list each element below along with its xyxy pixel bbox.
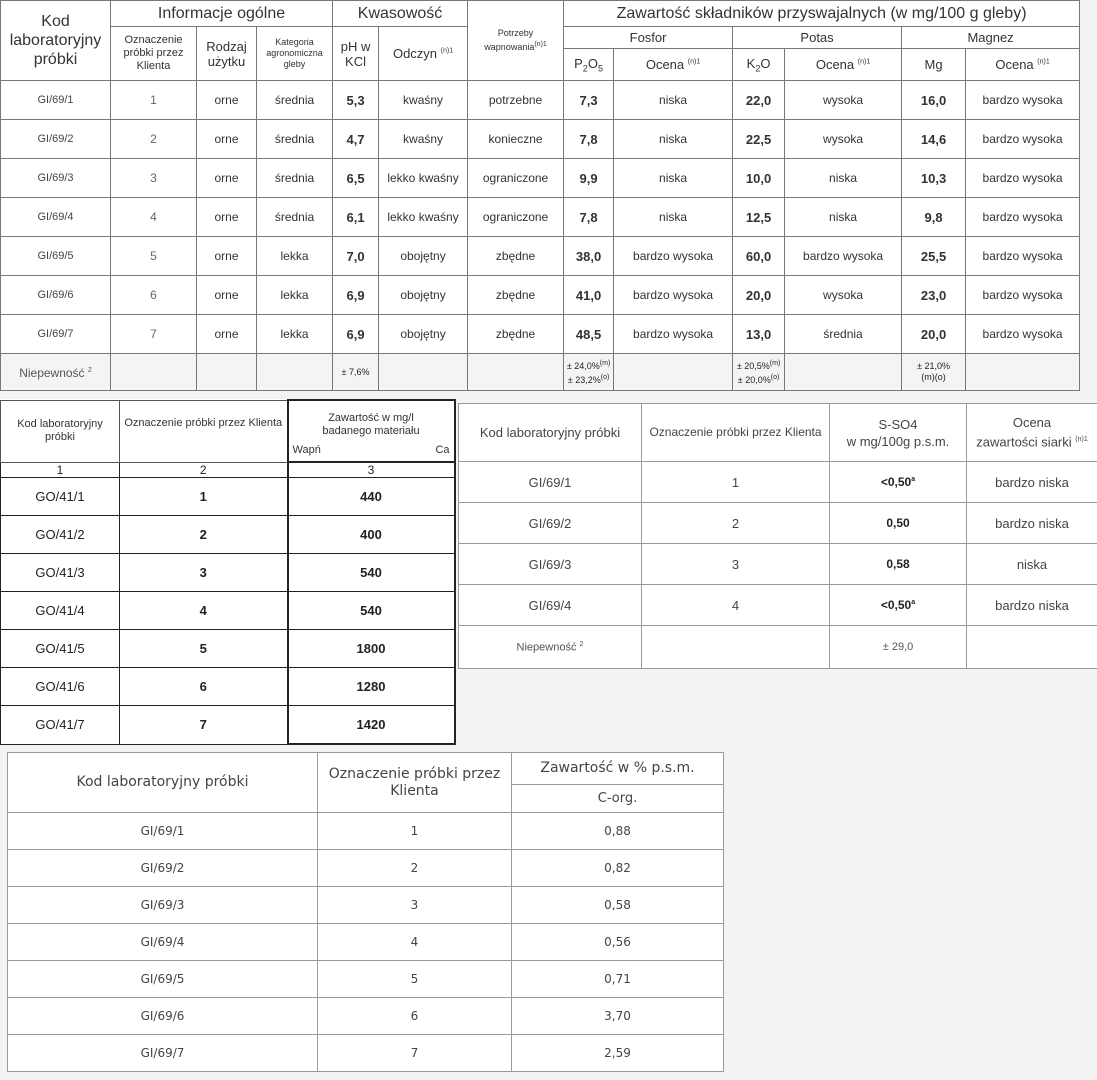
cell-kat: lekka [257,276,333,315]
organic-carbon-table [7,752,724,1072]
cell-ozn: 5 [318,961,512,998]
cell-kat: lekka [257,315,333,354]
cell-potrzeby: ograniczone [468,198,564,237]
cell-rodzaj: orne [197,237,257,276]
header-ocena-mg: Ocena $^{(n)1}$ [966,49,1080,81]
table-row [459,462,1097,503]
cell-mg-oc: bardzo wysoka [966,276,1080,315]
header-magnez: Magnez [902,27,1080,49]
cell-mg-oc: bardzo wysoka [966,198,1080,237]
table-row [1,198,1080,237]
cell-mg: 9,8 [902,198,966,237]
header-fosfor: Fosfor [564,27,733,49]
cell-rodzaj: orne [197,159,257,198]
cell-ozn: 1 [111,81,197,120]
t3-header-oznaczenie: Oznaczenie próbki przez Klienta [642,404,830,462]
cell-ozn: 7 [318,1035,512,1072]
header-p2o5: $P_2O_5$ [564,49,614,81]
header-kwasowosc: Kwasowość [333,1,468,27]
cell-ph: 6,5 [333,159,379,198]
cell-k-oc: niska [785,159,902,198]
cell-kod: GO/41/6 [1,668,120,706]
cell-ph: 6,9 [333,315,379,354]
cell-odczyn: kwaśny [379,81,468,120]
cell-p-oc: niska [614,120,733,159]
cell-p-oc: bardzo wysoka [614,237,733,276]
cell-ozn: 1 [318,813,512,850]
cell-potrzeby: zbędne [468,237,564,276]
cell-ozn: 1 [120,478,288,516]
cell-p: 7,3 [564,81,614,120]
header-ocena-p: Ocena $^{(n)1}$ [614,49,733,81]
cell-ocena: bardzo niska [967,585,1097,626]
t4-header-oznaczenie: Oznaczenie próbki przez Klienta [318,753,512,813]
cell-kod: GO/41/2 [1,516,120,554]
table-row [8,1035,724,1072]
uncertainty-p: ± 24,0%$^{(m)}$ ± 23,2%$^{(o)}$ [564,354,614,391]
t2-colnum-1: 1 [1,462,120,478]
cell-ph: 6,9 [333,276,379,315]
cell-rodzaj: orne [197,276,257,315]
cell-kod: GO/41/4 [1,592,120,630]
uncertainty-k: ± 20,5%$^{(m)}$ ± 20,0%$^{(o)}$ [733,354,785,391]
cell-rodzaj: orne [197,81,257,120]
cell-mg: 25,5 [902,237,966,276]
cell-kod: GI/69/4 [459,585,642,626]
table-row [459,585,1097,626]
cell-ph: 4,7 [333,120,379,159]
cell-odczyn: kwaśny [379,120,468,159]
table-row [8,887,724,924]
cell-kod: GI/69/7 [1,315,111,354]
uncertainty-ph: ± 7,6% [333,354,379,391]
cell-ozn: 7 [111,315,197,354]
cell-p-oc: niska [614,159,733,198]
cell-value: 3,70 [512,998,724,1035]
cell-value: 540 [288,592,455,630]
cell-k: 12,5 [733,198,785,237]
cell-kod: GI/69/4 [8,924,318,961]
cell-potrzeby: ograniczone [468,159,564,198]
cell-p-oc: niska [614,81,733,120]
t3-header-ocena: Ocena zawartości siarki $^{(n)1}$ [967,404,1097,462]
cell-kod: GO/41/5 [1,630,120,668]
cell-odczyn: obojętny [379,315,468,354]
header-oznaczenie: Oznaczenie próbki przez Klienta [111,27,197,81]
table-row [1,315,1080,354]
cell-mg: 10,3 [902,159,966,198]
cell-ocena: bardzo niska [967,503,1097,544]
cell-mg-oc: bardzo wysoka [966,237,1080,276]
header-kategoria: Kategoria agronomiczna gleby [257,27,333,81]
cell-p: 48,5 [564,315,614,354]
cell-ozn: 2 [111,120,197,159]
cell-value: 0,58 [830,544,967,585]
uncertainty-mg: ± 21,0% (m)(o) [902,354,966,391]
cell-ocena: bardzo niska [967,462,1097,503]
cell-kod: GI/69/3 [8,887,318,924]
table-row [1,516,455,554]
cell-kod: GI/69/2 [459,503,642,544]
cell-kod: GI/69/1 [8,813,318,850]
cell-mg: 16,0 [902,81,966,120]
cell-ozn: 6 [318,998,512,1035]
cell-k: 22,5 [733,120,785,159]
cell-odczyn: obojętny [379,237,468,276]
cell-kod: GO/41/1 [1,478,120,516]
cell-value: 0,50 [830,503,967,544]
cell-kod: GI/69/5 [1,237,111,276]
table-row [1,276,1080,315]
cell-kod: GI/69/1 [1,81,111,120]
cell-ozn: 3 [642,544,830,585]
cell-odczyn: obojętny [379,276,468,315]
cell-kod: GI/69/3 [459,544,642,585]
cell-ozn: 2 [318,850,512,887]
cell-value: 1280 [288,668,455,706]
cell-p-oc: niska [614,198,733,237]
cell-ozn: 7 [120,706,288,745]
t3-header-sso4: S-SO4 w mg/100g p.s.m. [830,404,967,462]
cell-kod: GI/69/1 [459,462,642,503]
cell-value: 2,59 [512,1035,724,1072]
cell-kat: średnia [257,159,333,198]
cell-ozn: 4 [120,592,288,630]
cell-k: 22,0 [733,81,785,120]
cell-kod: GI/69/7 [8,1035,318,1072]
cell-value: 0,58 [512,887,724,924]
cell-ozn: 3 [111,159,197,198]
cell-k: 60,0 [733,237,785,276]
header-ocena-k: Ocena $^{(n)1}$ [785,49,902,81]
cell-potrzeby: zbędne [468,315,564,354]
soil-nutrients-table [0,0,1080,391]
cell-ozn: 6 [111,276,197,315]
table-row [459,503,1097,544]
cell-odczyn: lekko kwaśny [379,198,468,237]
header-zawartosc: Zawartość składników przyswajalnych (w mg/100 g gleby) [564,1,1080,27]
table-row [1,592,455,630]
cell-ozn: 4 [318,924,512,961]
header-odczyn: Odczyn $^{(n)1}$ [379,27,468,81]
cell-ph: 7,0 [333,237,379,276]
header-kod: Kod laboratoryjny próbki [1,1,111,81]
cell-mg-oc: bardzo wysoka [966,159,1080,198]
cell-value: <0,50$^a$ [830,462,967,503]
t3-uncertainty-row [459,626,1097,669]
cell-value: 440 [288,478,455,516]
cell-k-oc: wysoka [785,81,902,120]
cell-kat: średnia [257,198,333,237]
cell-kat: średnia [257,81,333,120]
cell-p-oc: bardzo wysoka [614,276,733,315]
cell-mg: 20,0 [902,315,966,354]
t2-header-kod: Kod laboratoryjny próbki [1,400,120,462]
cell-k-oc: bardzo wysoka [785,237,902,276]
cell-rodzaj: orne [197,198,257,237]
table-row [8,961,724,998]
cell-kod: GI/69/2 [8,850,318,887]
header-potas: Potas [733,27,902,49]
cell-p: 7,8 [564,120,614,159]
table-row [1,706,455,745]
cell-k: 20,0 [733,276,785,315]
cell-value: <0,50$^a$ [830,585,967,626]
cell-rodzaj: orne [197,315,257,354]
calcium-table [0,399,456,745]
cell-ozn: 1 [642,462,830,503]
table-row [1,478,455,516]
cell-kod: GI/69/6 [1,276,111,315]
table-row [8,813,724,850]
cell-kod: GI/69/2 [1,120,111,159]
table-row [1,159,1080,198]
cell-value: 0,56 [512,924,724,961]
cell-k-oc: wysoka [785,276,902,315]
cell-p: 38,0 [564,237,614,276]
cell-ozn: 2 [642,503,830,544]
cell-mg-oc: bardzo wysoka [966,81,1080,120]
header-ph: pH w KCl [333,27,379,81]
uncertainty-row [1,354,1080,391]
cell-kod: GO/41/7 [1,706,120,745]
cell-potrzeby: potrzebne [468,81,564,120]
cell-kod: GI/69/4 [1,198,111,237]
cell-ozn: 3 [318,887,512,924]
t2-header-oznaczenie: Oznaczenie próbki przez Klienta [120,400,288,462]
cell-value: 1800 [288,630,455,668]
cell-k-oc: średnia [785,315,902,354]
cell-ozn: 2 [120,516,288,554]
t2-colnum-3: 3 [288,462,455,478]
cell-potrzeby: zbędne [468,276,564,315]
cell-kod: GI/69/5 [8,961,318,998]
header-k2o: $K_2O$ [733,49,785,81]
cell-value: 0,71 [512,961,724,998]
t4-header-zawartosc: Zawartość w % p.s.m. [512,753,724,785]
cell-kat: średnia [257,120,333,159]
header-potrzeby: Potrzeby wapnowania$^{(n)1}$ [468,1,564,81]
sulfur-table [458,403,1097,669]
cell-mg: 14,6 [902,120,966,159]
t2-header-zawartosc: Zawartość w mg/l badanego materiału Wapń Ca [288,400,455,462]
t3-header-kod: Kod laboratoryjny próbki [459,404,642,462]
t3-uncertainty-value: ± 29,0 [830,626,967,669]
table-row [1,668,455,706]
cell-ph: 6,1 [333,198,379,237]
cell-value: 400 [288,516,455,554]
table-row [1,554,455,592]
cell-value: 0,88 [512,813,724,850]
cell-kat: lekka [257,237,333,276]
cell-ozn: 6 [120,668,288,706]
t2-colnum-2: 2 [120,462,288,478]
t4-header-corg: C-org. [512,785,724,813]
cell-ozn: 5 [111,237,197,276]
t3-uncertainty-label: Niepewność $^2$ [459,626,642,669]
cell-odczyn: lekko kwaśny [379,159,468,198]
cell-value: 1420 [288,706,455,745]
cell-value: 540 [288,554,455,592]
table-row [1,81,1080,120]
table-row [1,120,1080,159]
table-row [459,544,1097,585]
cell-rodzaj: orne [197,120,257,159]
cell-ozn: 5 [120,630,288,668]
cell-p-oc: bardzo wysoka [614,315,733,354]
cell-kod: GO/41/3 [1,554,120,592]
cell-ozn: 4 [642,585,830,626]
table-row [8,998,724,1035]
cell-potrzeby: konieczne [468,120,564,159]
cell-ozn: 4 [111,198,197,237]
header-info: Informacje ogólne [111,1,333,27]
cell-k: 13,0 [733,315,785,354]
table-row [1,630,455,668]
cell-mg-oc: bardzo wysoka [966,120,1080,159]
table-row [1,237,1080,276]
cell-kod: GI/69/6 [8,998,318,1035]
cell-p: 7,8 [564,198,614,237]
cell-p: 9,9 [564,159,614,198]
cell-mg-oc: bardzo wysoka [966,315,1080,354]
cell-k: 10,0 [733,159,785,198]
table-row [8,924,724,961]
cell-ph: 5,3 [333,81,379,120]
cell-mg: 23,0 [902,276,966,315]
header-mg: Mg [902,49,966,81]
cell-p: 41,0 [564,276,614,315]
cell-ocena: niska [967,544,1097,585]
cell-ozn: 3 [120,554,288,592]
table-row [8,850,724,887]
uncertainty-label: Niepewność $^2$ [1,354,111,391]
cell-k-oc: niska [785,198,902,237]
cell-value: 0,82 [512,850,724,887]
cell-kod: GI/69/3 [1,159,111,198]
cell-k-oc: wysoka [785,120,902,159]
t4-header-kod: Kod laboratoryjny próbki [8,753,318,813]
header-rodzaj: Rodzaj użytku [197,27,257,81]
